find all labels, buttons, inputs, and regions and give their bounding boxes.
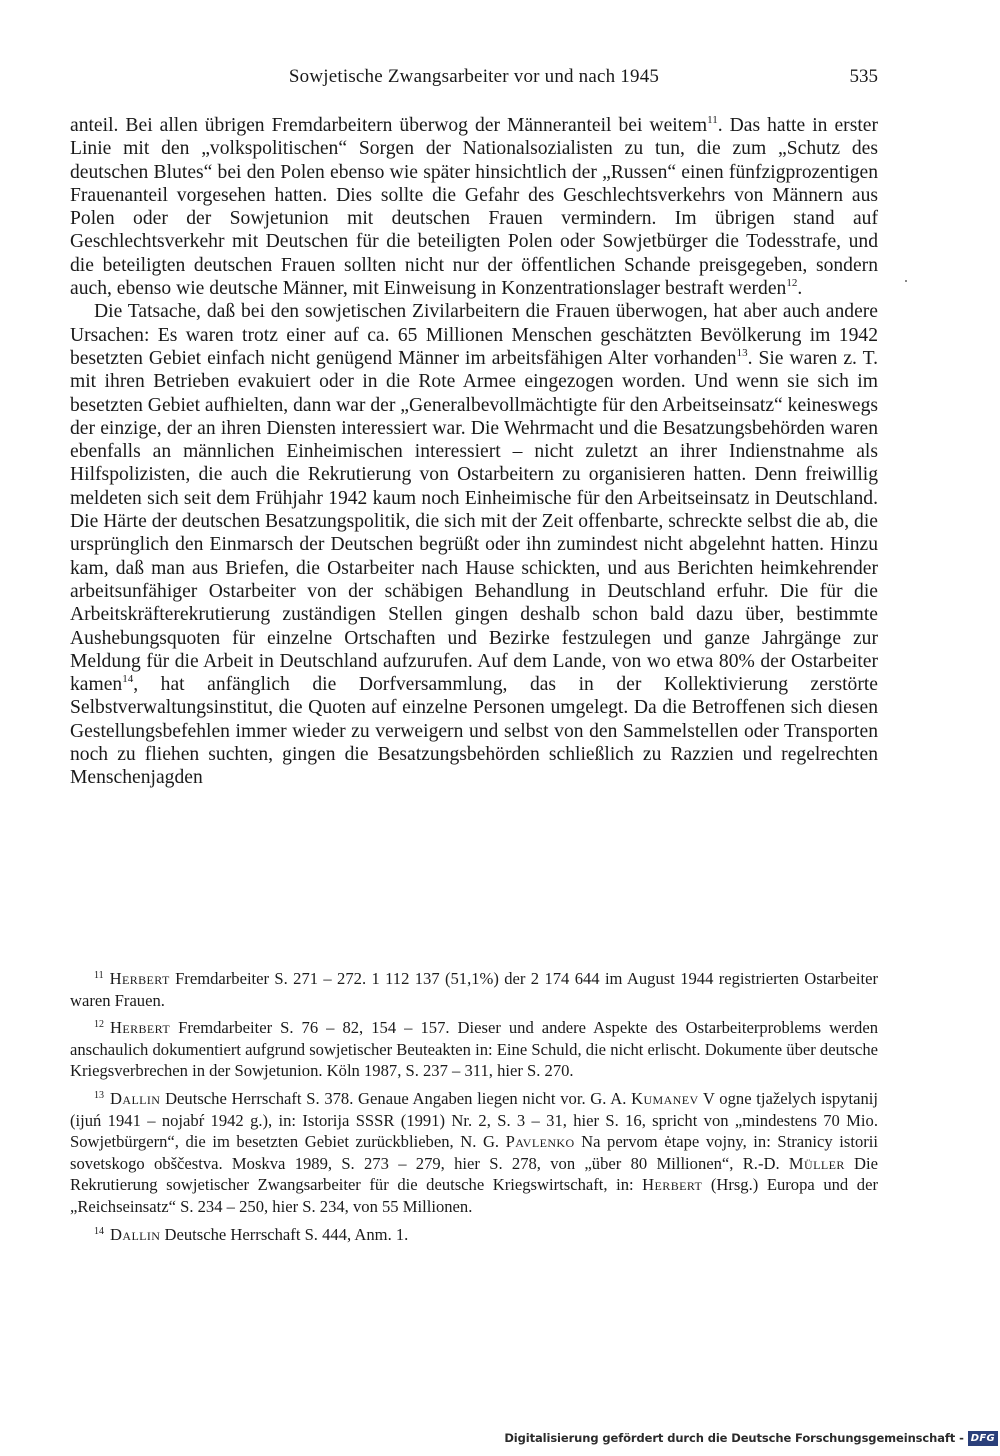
paragraph-text: anteil. Bei allen übrigen Fremdarbeitern überwog der Männeranteil bei weitem [70,115,708,136]
running-header [70,66,878,94]
footnote-number: 13 [94,1089,104,1101]
paragraph [70,300,878,789]
footnote-author: Pavlenko [505,1132,575,1152]
paragraph-text: . [797,278,803,300]
footnote-author: Müller [788,1153,845,1173]
footnote-text: Fremdarbeiter S. 271 – 272. 1 112 137 (51,1%) der 2 174 644 im August 1944 registrierten Ostarbeiter waren Frauen. [70,969,878,1010]
footnote-reference[interactable]: 14 [122,673,134,686]
footnote-author: Herbert [642,1175,703,1195]
footnote-text: Fremdarbeiter S. 76 – 82, 154 – 157. Dieser und andere Aspekte des Ostarbeiterproblems werden anschaulich dokumentiert aufgrund sowjetischer Beuteakten in: Eine Schuld, die nicht erlischt. Dokumente über deutsche Kriegsverbrechen in der Sowjetunion. Köln 1987, S. 237 – 311, hier S. 270. [70,1018,878,1081]
footnote-text: Na pervom ėtape vojny, in: Stranicy istorii sovetskogo obščestva. Moskva 1989, S. 273 – 279, hier S. 278, von „über 80 Millionen“, R.-D. [70,1132,878,1173]
footnote-author: Herbert [109,969,170,988]
paragraph [70,114,878,300]
footnote-13 [70,1088,878,1218]
footnote-number: 12 [94,1019,104,1031]
footnote-number: 14 [94,1225,104,1237]
running-title: Sowjetische Zwangsarbeiter vor und nach 1945 [288,66,660,87]
page-number: 535 [849,66,878,87]
footnote-text: V ogne tjaželych ispytanij (ijuń 1941 – nojabŕ 1942 g.), in: Istorija SSSR (1991) Nr. 2, S. 3 – 31, hier S. 16, spricht von „mindestens 70 Mio. Sowjetbürgern“, die im besetzten Gebiet zurückblieben, N. G. [70,1088,878,1152]
dfg-logo: DFG [968,1431,998,1446]
footnote-reference[interactable]: 11 [707,114,718,126]
footnote-number: 11 [94,970,104,981]
footnote-14 [70,1224,878,1246]
footnote-reference[interactable]: 12 [786,277,798,290]
digitization-banner [504,1428,1000,1448]
footnotes [70,968,878,1251]
body-text [70,114,878,790]
footnote-reference[interactable]: 13 [736,346,748,359]
paragraph-text: Die Tatsache, daß bei den sowjetischen Zivilarbeitern die Frauen überwogen, hat aber auch andere Ursachen: Es waren trotz einer auf ca. 65 Millionen Menschen geschätzten Bevölkerung im 1942 besetzten Gebiet einfach nicht genügend Männer im arbeitsfähigen Alter vorhanden [70,301,878,369]
footnote-12 [70,1017,878,1082]
footnote-text: Die Rekrutierung sowjetischer Zwangsarbeiter für die deutsche Kriegswirtschaft, in: [70,1153,878,1195]
footnote-text: (Hrsg.) Europa und der „Reichseinsatz“ S. 234 – 250, hier S. 234, von 55 Millionen. [70,1175,878,1216]
footnote-author: Kumanev [631,1088,699,1108]
banner-text: Digitalisierung gefördert durch die Deutsche Forschungsgemeinschaft - [504,1431,964,1445]
footnote-author: Dallin [110,1224,161,1244]
footnote-text: Deutsche Herrschaft S. 378. Genaue Angaben liegen nicht vor. G. A. [160,1088,632,1108]
footnote-text: Deutsche Herrschaft S. 444, Anm. 1. [160,1224,409,1244]
paragraph-text: , hat anfänglich die Dorfversammlung, das in der Kollektivierung zerstörte Selbstverwaltungsinstitut, die Quoten auf einzelne Personen umgelegt. Da die Betroffenen sich diesen Gestellungsbefehlen immer wieder zu verweigern und selbst von den Sammelstellen oder Transporten noch zu fliehen suchten, gingen die Besatzungsbehörden schließlich zu Razzien und regelrechten Menschenjagden [70,674,878,789]
footnote-author: Dallin [110,1088,161,1108]
footnote-11 [70,968,878,1011]
paragraph-text: . Das hatte in erster Linie mit den „volkspolitischen“ Sorgen der Nationalsozialisten zu tun, die zum „Schutz des deutschen Blutes“ bei den Polen ebenso wie später hinsichtlich der „Russen“ einen fünfzigprozentigen Frauenanteil vorgesehen hatten. Dies sollte die Gefahr des Geschlechtsverkehrs von Männern aus Polen oder der Sowjetunion mit deutschen Frauen vermindern. Im übrigen stand auf Geschlechtsverkehr mit Deutschen für die beteiligten Polen oder Sowjetbürger die Todesstrafe, und die beteiligten deutschen Frauen sollten nicht nur der öffentlichen Schande preisgegeben, sondern auch, ebenso wie deutsche Männer, mit Einweisung in Konzentrationslager bestraft werden [70,115,878,300]
paragraph-text: . Sie waren z. T. mit ihren Betrieben evakuiert oder in die Rote Armee eingezogen worden. Und wenn sie sich im besetzten Gebiet aufhielten, dann war der „Generalbevollmächtigte für den Arbeitseinsatz“ keineswegs der einzige, der an ihren Diensten interessiert war. Die Wehrmacht und die Besatzungsbehörden waren ebenfalls an männlichen Einheimischen interessiert – nicht zuletzt an ihrer Indienstnahme als Hilfspolizisten, die auch die Rekrutierung von Ostarbeitern zu organisieren hatten. Denn freiwillig meldeten sich seit dem Frühjahr 1942 kaum noch Einheimische für den Arbeitseinsatz in Deutschland. Die Härte der deutschen Besatzungspolitik, die sich mit der Zeit offenbarte, schreckte selbst die ab, die ursprünglich den Einmarsch der Deutschen begrüßt oder ihn zumindest nicht abgelehnt hatten. Hinzu kam, daß man aus Briefen, die Ostarbeiter nach Hause schickten, und aus Berichten heimkehrender arbeitsunfähiger Ostarbeiter von der schäbigen Behandlung in Deutschland erfuhr. Die für die Arbeitskräfterekrutierung zuständigen Stellen gingen deshalb schon bald dazu über, bestimmte Aushebungsquoten für einzelne Ortschaften und Bezirke festzulegen und ganze Jahrgänge zur Meldung für die Arbeit in Deutschland aufzurufen. Auf dem Lande, von wo etwa 80% der Ostarbeiter kamen [70,347,878,696]
scan-speck [905,280,907,282]
footnote-author: Herbert [110,1018,171,1038]
